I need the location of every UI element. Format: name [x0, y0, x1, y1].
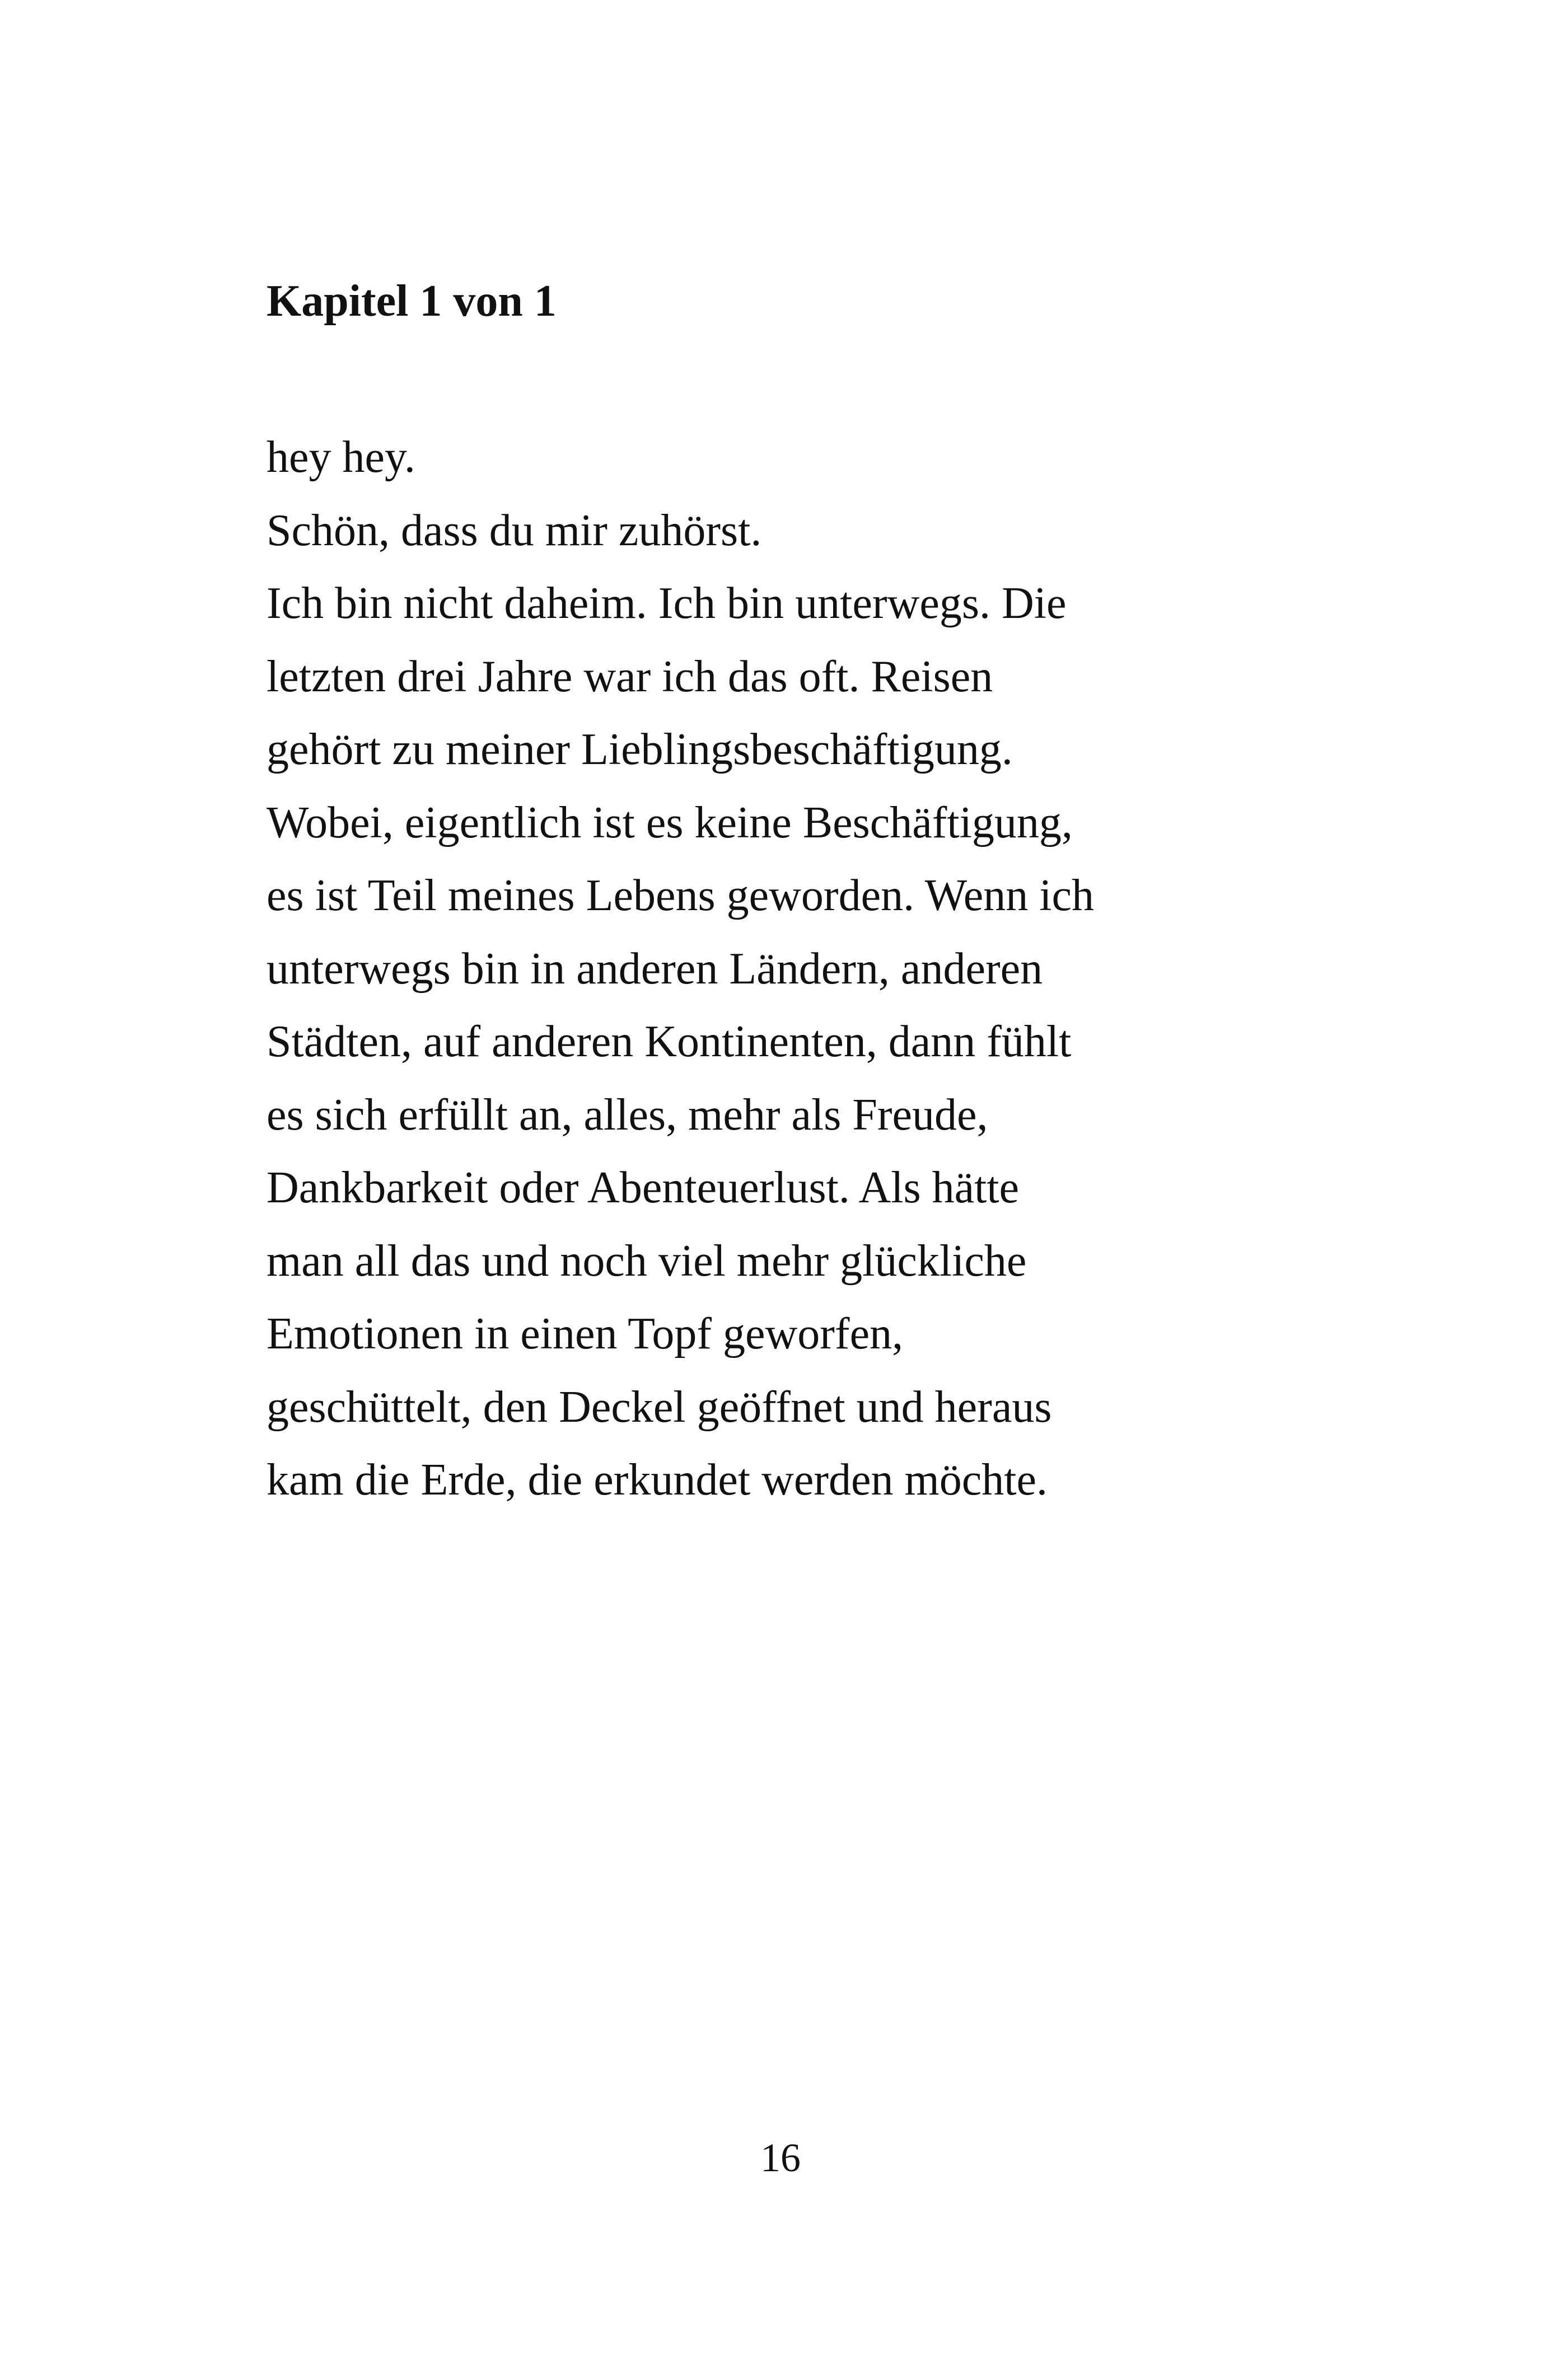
text-line: geschüttelt, den Deckel geöffnet und heraus — [267, 1382, 1052, 1432]
text-line: Wobei, eigentlich ist es keine Beschäftigung, — [267, 798, 1073, 847]
text-line: Ich bin nicht daheim. Ich bin unterwegs. Die — [267, 579, 1067, 628]
text-line: es ist Teil meines Lebens geworden. Wenn ich — [267, 871, 1094, 920]
chapter-title: Kapitel 1 von 1 — [267, 277, 557, 326]
text-line: hey hey. — [267, 433, 415, 482]
text-line: es sich erfüllt an, alles, mehr als Freude, — [267, 1090, 988, 1140]
text-line: Schön, dass du mir zuhörst. — [267, 505, 762, 555]
text-line: man all das und noch viel mehr glückliche — [267, 1236, 1027, 1286]
text-line: unterwegs bin in anderen Ländern, anderen — [267, 944, 1043, 994]
text-line: Dankbarkeit oder Abenteuerlust. Als hätte — [267, 1163, 1020, 1212]
text-line: gehört zu meiner Lieblingsbeschäftigung. — [267, 725, 1013, 774]
body-text — [267, 421, 1302, 1517]
text-line: Städten, auf anderen Kontinenten, dann fühlt — [267, 1017, 1072, 1066]
text-line: letzten drei Jahre war ich das oft. Reisen — [267, 652, 993, 701]
text-line: kam die Erde, die erkundet werden möchte. — [267, 1455, 1048, 1505]
text-line: Emotionen in einen Topf geworfen, — [267, 1309, 904, 1358]
page-number: 16 — [760, 2135, 801, 2180]
